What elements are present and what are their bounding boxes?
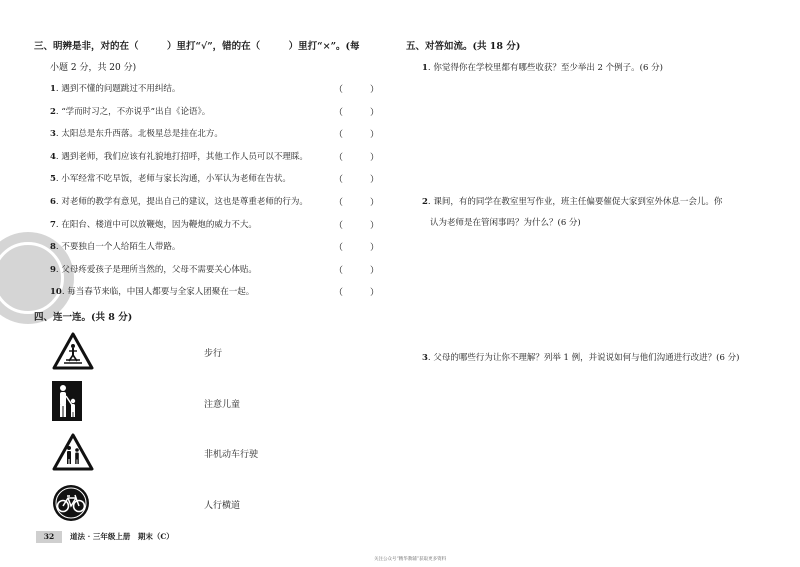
true-false-item: 6. 对老师的教学有意见，提出自己的建议，这也是尊重老师的行为。 — [50, 197, 308, 207]
footer-note: 关注公众号“精华教辅”获取更多资料 — [374, 557, 447, 562]
answer-parentheses[interactable]: （ ） — [334, 130, 380, 140]
answer-parentheses[interactable]: （ ） — [334, 221, 380, 231]
answer-parentheses[interactable]: （ ） — [334, 153, 380, 163]
section3-title-cont: 小题 2 分，共 20 分) — [50, 63, 137, 73]
match-label-walk: 步行 — [204, 349, 223, 359]
question-2-line1: 2. 课间，有的同学在教室里写作业，班主任偏要催促大家到室外休息一会儿。你 — [422, 197, 723, 207]
true-false-item: 7. 在阳台、楼道中可以放鞭炮，因为鞭炮的威力不大。 — [50, 220, 257, 230]
question-2-line2: 认为老师是在管闲事吗？为什么？(6 分) — [430, 218, 581, 228]
answer-parentheses[interactable]: （ ） — [334, 108, 380, 118]
true-false-item: 9. 父母疼爱孩子是理所当然的，父母不需要关心体贴。 — [50, 265, 257, 275]
question-3: 3. 父母的哪些行为让你不理解？列举 1 例，并说说如何与他们沟通进行改进？(6 分) — [422, 353, 740, 363]
children-warning-sign-icon — [52, 433, 94, 471]
answer-parentheses[interactable]: （ ） — [334, 243, 380, 253]
section5-title: 五、对答如流。(共 18 分) — [406, 41, 521, 52]
match-label-children: 注意儿童 — [204, 400, 241, 410]
pedestrian-sign-icon — [52, 381, 82, 421]
question-1: 1. 你觉得你在学校里都有哪些收获？至少举出 2 个例子。(6 分) — [422, 63, 663, 73]
section3-title: 三、明辨是非，对的在（ ）里打“√”，错的在（ ）里打“×”。(每 — [34, 41, 360, 52]
true-false-item: 3. 太阳总是东升西落。北极星总是挂在北方。 — [50, 129, 223, 139]
true-false-item: 2. “学而时习之，不亦说乎”出自《论语》。 — [50, 107, 211, 117]
page-number: 32 — [36, 531, 62, 543]
match-label-crosswalk: 人行横道 — [204, 501, 241, 511]
footer-title: 道法 · 三年级上册 期末（C） — [70, 532, 174, 541]
true-false-item: 5. 小军经常不吃早饭，老师与家长沟通，小军认为老师在告状。 — [50, 174, 291, 184]
true-false-item: 8. 不要独自一个人给陌生人带路。 — [50, 242, 181, 252]
match-label-non-motor: 非机动车行驶 — [204, 450, 259, 460]
answer-parentheses[interactable]: （ ） — [334, 175, 380, 185]
true-false-item: 10. 每当春节来临，中国人都要与全家人团聚在一起。 — [50, 287, 255, 297]
true-false-item: 1. 遇到不懂的问题跳过不用纠结。 — [50, 84, 181, 94]
section4-title: 四、连一连。(共 8 分) — [34, 312, 133, 323]
crosswalk-warning-sign-icon — [52, 332, 94, 370]
answer-parentheses[interactable]: （ ） — [334, 266, 380, 276]
answer-parentheses[interactable]: （ ） — [334, 288, 380, 298]
answer-parentheses[interactable]: （ ） — [334, 85, 380, 95]
bicycle-sign-icon — [52, 484, 90, 522]
answer-parentheses[interactable]: （ ） — [334, 198, 380, 208]
true-false-item: 4. 遇到老师，我们应该有礼貌地打招呼，其他工作人员可以不理睬。 — [50, 152, 308, 162]
